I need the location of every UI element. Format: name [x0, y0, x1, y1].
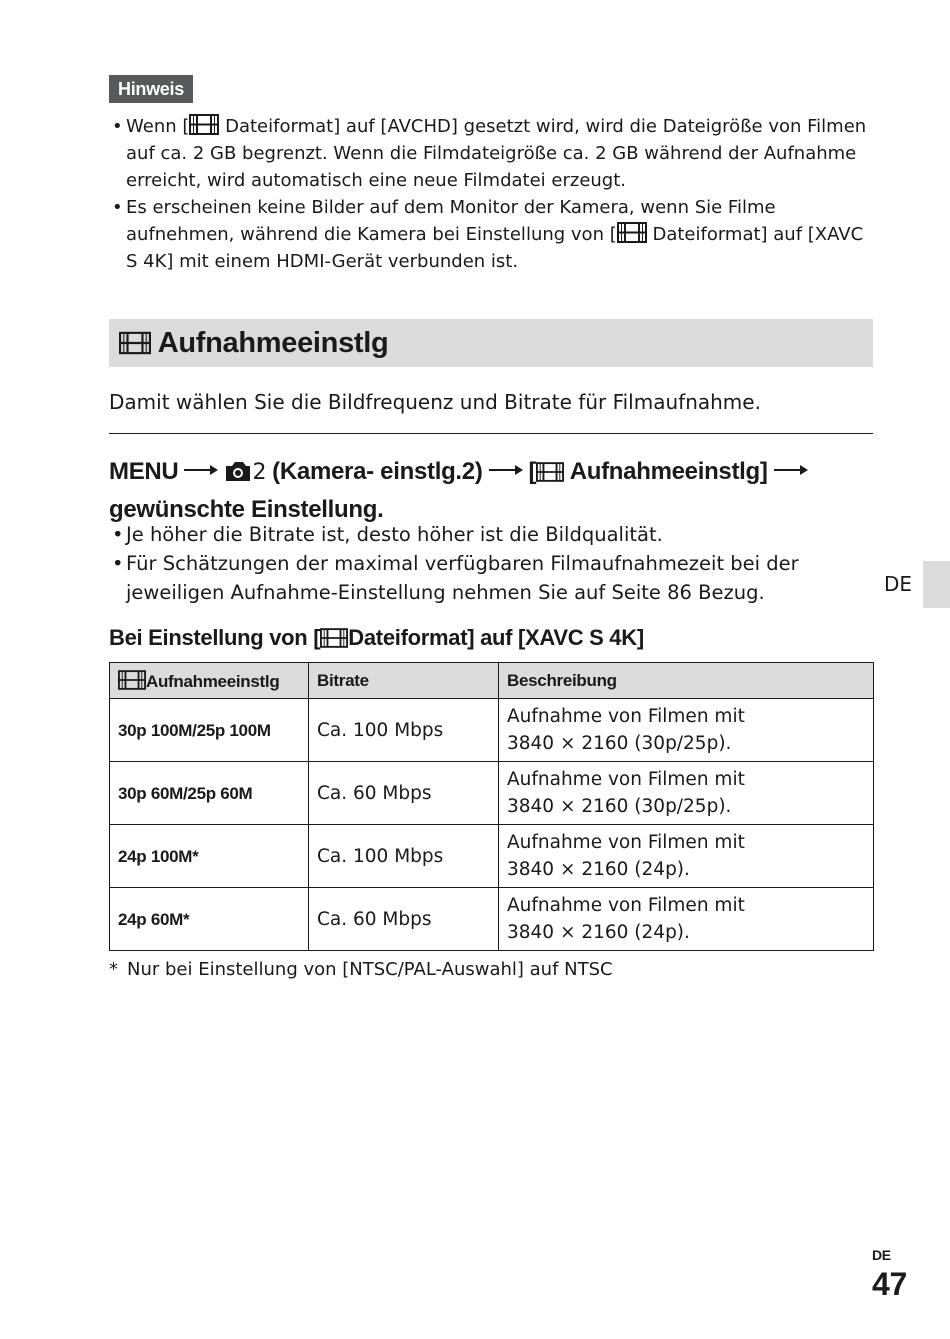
section-intro: Damit wählen Sie die Bildfrequenz und Bitrate für Filmaufnahme. [109, 390, 761, 414]
note-item-text: Dateiformat] auf [XAVC S 4K] mit einem HDMI-Gerät verbunden ist. [126, 224, 864, 272]
table-subheading [109, 622, 644, 654]
note-item [113, 113, 873, 194]
bitrate-cell: Ca. 60 Mbps [309, 888, 499, 951]
menu-item-bracket: [ [528, 458, 537, 485]
table-row [110, 699, 874, 762]
movie-film-icon [320, 628, 348, 648]
column-header: Bitrate [309, 663, 499, 699]
subheading-text: Dateiformat] auf [XAVC S 4K] [348, 625, 644, 650]
page-number: 47 [872, 1266, 907, 1302]
subheading-text: Bei Einstellung von [ [109, 625, 321, 650]
mode-cell: 24p 60M* [110, 888, 309, 951]
description-line: Aufnahme von Filmen mit [507, 832, 745, 853]
menu-path [109, 450, 873, 527]
divider [109, 433, 873, 434]
note-item-text: Wenn [ [126, 116, 190, 137]
description-line: 3840 × 2160 (30p/25p). [507, 796, 732, 817]
table-row [110, 762, 874, 825]
column-header-text: Aufnahmeeinstlg [146, 671, 280, 691]
arrow-right-icon [184, 450, 218, 485]
section-title [119, 325, 388, 361]
table-row [110, 888, 874, 951]
movie-film-icon [118, 670, 146, 690]
table-header-row [110, 663, 874, 699]
section-header [109, 319, 873, 367]
movie-film-icon [189, 114, 219, 135]
bitrate-cell: Ca. 60 Mbps [309, 762, 499, 825]
arrow-right-icon [774, 450, 808, 485]
column-header: Beschreibung [499, 663, 874, 699]
footnote-text: Nur bei Einstellung von [NTSC/PAL-Auswahl] auf NTSC [127, 959, 613, 980]
settings-table [109, 662, 874, 951]
footnote [109, 956, 613, 983]
bitrate-cell: Ca. 100 Mbps [309, 699, 499, 762]
menu-final-step: gewünschte Einstellung. [109, 496, 384, 523]
description-line: 3840 × 2160 (24p). [507, 859, 690, 880]
menu-label: MENU [109, 458, 179, 485]
section-title-text: Aufnahmeeinstlg [157, 327, 389, 359]
mode-cell: 30p 60M/25p 60M [110, 762, 309, 825]
camera-icon [224, 457, 252, 492]
description-cell [499, 888, 874, 951]
note-item [113, 194, 873, 275]
menu-item-label: Aufnahmeeinstlg] [569, 458, 768, 485]
description-line: 3840 × 2160 (30p/25p). [507, 733, 732, 754]
tip-item: • Für Schätzungen der maximal verfügbaren Filmaufnahmezeit bei der jeweiligen Aufnahme-Einstellung nehmen Sie auf Seite 86 Bezug. [113, 549, 873, 607]
tip-list [113, 520, 873, 607]
camera-menu-number: 2 [252, 460, 267, 485]
movie-film-icon [617, 222, 647, 243]
tip-item: • Je höher die Bitrate ist, desto höher ist die Bildqualität. [113, 520, 873, 549]
camera-menu-label: (Kamera- einstlg.2) [272, 458, 483, 485]
footnote-marker: * [109, 959, 118, 980]
note-badge: Hinweis [109, 75, 193, 103]
bitrate-cell: Ca. 100 Mbps [309, 825, 499, 888]
note-item-text: Es erscheinen keine Bilder auf dem Monitor der Kamera, wenn Sie Filme aufnehmen, während die Kamera bei Einstellung von [ [126, 197, 776, 245]
description-cell [499, 699, 874, 762]
arrow-right-icon [489, 450, 523, 485]
movie-film-icon [119, 331, 151, 355]
description-line: 3840 × 2160 (24p). [507, 922, 690, 943]
mode-cell: 30p 100M/25p 100M [110, 699, 309, 762]
page-language: DE [872, 1247, 891, 1263]
language-tab-label: DE [884, 572, 913, 596]
description-cell [499, 762, 874, 825]
movie-film-icon [536, 462, 564, 482]
description-cell [499, 825, 874, 888]
description-line: Aufnahme von Filmen mit [507, 895, 745, 916]
note-list [113, 113, 873, 275]
description-line: Aufnahme von Filmen mit [507, 769, 745, 790]
note-item-text: Dateiformat] auf [AVCHD] gesetzt wird, wird die Dateigröße von Filmen auf ca. 2 GB begrenzt. Wenn die Filmdateigröße ca. 2 GB während der Aufnahme erreicht, wird automatisch eine neue Filmdatei erzeugt. [126, 116, 867, 191]
mode-cell: 24p 100M* [110, 825, 309, 888]
column-header [110, 663, 309, 699]
table-row [110, 825, 874, 888]
language-tab [923, 561, 950, 608]
description-line: Aufnahme von Filmen mit [507, 706, 745, 727]
